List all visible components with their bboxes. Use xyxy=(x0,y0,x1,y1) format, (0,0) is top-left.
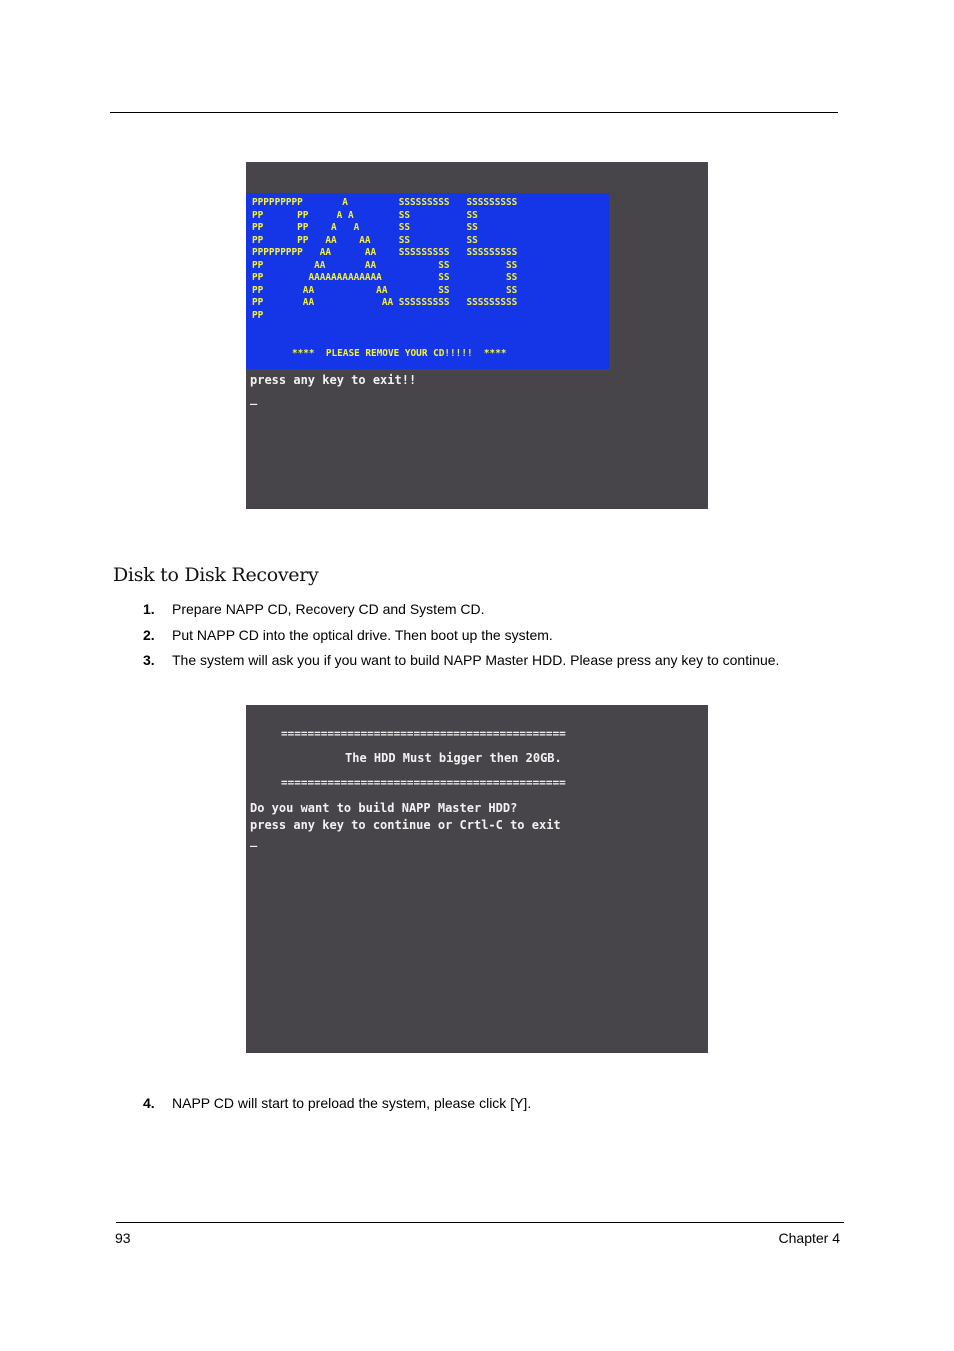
page-number: 93 xyxy=(115,1230,131,1246)
napp-remove-cd-screenshot xyxy=(246,162,708,509)
separator-top: =========================================== xyxy=(281,727,566,740)
continue-prompt: press any key to continue or Crtl-C to exit xyxy=(250,818,561,832)
terminal-cursor: _ xyxy=(250,833,258,847)
step-text: Put NAPP CD into the optical drive. Then boot up the system. xyxy=(172,627,553,643)
build-question: Do you want to build NAPP Master HDD? xyxy=(250,801,518,815)
section-title: Disk to Disk Recovery xyxy=(113,564,319,586)
exit-prompt: press any key to exit!! xyxy=(250,373,417,387)
step-number: 3. xyxy=(143,652,155,668)
chapter-label: Chapter 4 xyxy=(778,1230,840,1246)
hdd-size-notice: The HDD Must bigger then 20GB. xyxy=(345,751,562,765)
step-number: 1. xyxy=(143,601,155,617)
pass-ascii-art: PPPPPPPPP A SSSSSSSSS SSSSSSSSS PP PP A A SS SS PP PP A A SS SS PP PP AA AA SS SS PPPPPPPPP AA AA SSSSSSSSS SSSSSSSSS PP AA AA SS SS PP AAAAAAAAAAAAA SS SS PP AA AA SS SS PP AA AA SSSSSSSSS SSSSSSSSS PP xyxy=(252,197,518,321)
step-text: NAPP CD will start to preload the system, please click [Y]. xyxy=(172,1095,532,1111)
napp-build-master-hdd-screenshot xyxy=(246,705,708,1053)
step-text: The system will ask you if you want to build NAPP Master HDD. Please press any key to continue. xyxy=(172,652,780,668)
terminal-cursor: _ xyxy=(250,391,258,405)
step-number: 2. xyxy=(143,627,155,643)
footer-rule xyxy=(116,1222,844,1223)
separator-bottom: =========================================== xyxy=(281,776,566,789)
pass-banner xyxy=(246,193,609,369)
header-rule xyxy=(110,112,838,113)
step-number: 4. xyxy=(143,1095,155,1111)
step-text: Prepare NAPP CD, Recovery CD and System CD. xyxy=(172,601,485,617)
remove-cd-warning: **** PLEASE REMOVE YOUR CD!!!!! **** xyxy=(292,348,507,359)
